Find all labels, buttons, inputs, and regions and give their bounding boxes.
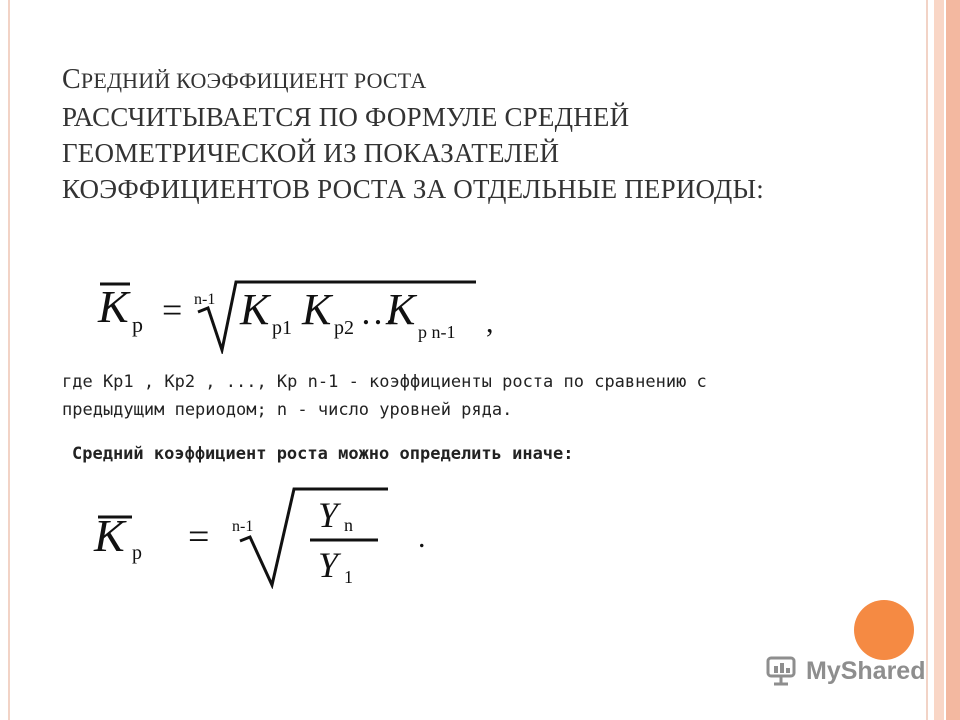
title-line-3: ГЕОМЕТРИЧЕСКОЙ ИЗ ПОКАЗАТЕЛЕЙ	[62, 138, 560, 168]
formula-geometric-mean	[90, 272, 510, 354]
decorative-stripe-light	[934, 0, 944, 720]
formula1-factor-last: K	[386, 285, 416, 334]
formula2-denominator-sub: 1	[344, 567, 353, 587]
formula2-radical-icon	[240, 489, 388, 585]
decorative-stripe-dark	[946, 0, 960, 720]
watermark-text: MyShared	[806, 656, 926, 685]
formula2-root-index: n-1	[232, 518, 254, 535]
slide-title	[62, 62, 882, 207]
title-initial: С	[62, 64, 81, 95]
formula1-dots: …	[360, 292, 396, 332]
definitions-line-2: предыдущим периодом; n - число уровней ряда.	[62, 400, 513, 420]
formula1-factor-1: K	[240, 285, 270, 334]
formula2-numerator: Y	[318, 495, 339, 535]
formula1-sub-2: р2	[334, 317, 354, 339]
decorative-circle	[854, 600, 914, 660]
formula2-denominator: Y	[318, 545, 339, 585]
formula1-factor-2: K	[302, 285, 332, 334]
formula1-lhs: K	[98, 281, 129, 332]
title-line-1	[62, 62, 882, 99]
formula1-sub-last: р n-1	[418, 322, 456, 342]
formula1-trailing: ,	[486, 306, 494, 339]
definitions-line-1: где Кр1 , Кр2 , ..., Кр n-1 - коэффициенты роста по сравнению с	[62, 372, 707, 392]
title-line-1-text: РЕДНИЙ КОЭФФИЦИЕНТ РОСТА	[80, 68, 427, 93]
formula1-sub-1: р1	[272, 317, 292, 339]
definitions-text	[62, 368, 842, 424]
formula-ratio-root	[82, 485, 442, 589]
formula2-lhs-sub: р	[132, 542, 142, 564]
formula2-trailing: .	[418, 521, 426, 554]
title-line-4: КОЭФФИЦИЕНТОВ РОСТА ЗА ОТДЕЛЬНЫЕ ПЕРИОДЫ:	[62, 174, 764, 204]
title-line-2: РАССЧИТЫВАЕТСЯ ПО ФОРМУЛЕ СРЕДНЕЙ	[62, 102, 630, 132]
watermark	[766, 656, 925, 686]
formula2-lhs: K	[94, 510, 125, 561]
formula1-root-index: n-1	[194, 291, 216, 308]
formula1-equals: =	[162, 290, 183, 330]
alternative-heading: Средний коэффициент роста можно определить иначе:	[72, 444, 574, 464]
formula2-equals: =	[188, 516, 210, 558]
formula1-lhs-sub: р	[132, 312, 143, 337]
myshared-logo-icon	[766, 656, 800, 686]
formula2-numerator-sub: n	[344, 515, 353, 535]
